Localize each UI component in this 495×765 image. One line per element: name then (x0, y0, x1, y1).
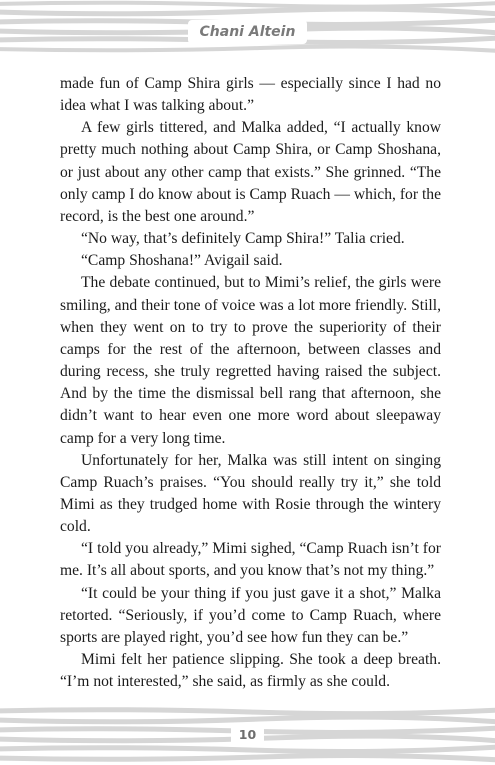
paragraph: The debate continued, but to Mimi’s relief, the girls were smiling, and their tone of voice was a lot more friendly. Still, when they went on to try to prove the superiority of their camps for the rest of the afternoon, between classes and during recess, she truly regretted having raised the subject. And by the time the dismissal bell rang that afternoon, she didn’t want to hear even one more word about sleepaway camp for a very long time. (60, 274, 441, 447)
paragraph: A few girls tittered, and Malka added, “I actually know pretty much nothing about Camp Shira, or Camp Shoshana, or just about any other camp that exists.” She grinned. “The only camp I do know about is Camp Ruach — which, for the record, is the best one around.” (60, 119, 441, 225)
paragraph: “No way, that’s definitely Camp Shira!” Talia cried. (81, 230, 405, 248)
running-header (0, 19, 495, 45)
page-number: 10 (231, 725, 264, 745)
body-text (60, 73, 441, 693)
paragraph: made fun of Camp Shira girls — especially since I had no idea what I was talking about.” (60, 75, 441, 115)
paragraph: “I told you already,” Mimi sighed, “Camp Ruach isn’t for me. It’s all about sports, and you know that’s not my thing.” (60, 540, 441, 580)
paragraph: “Camp Shoshana!” Avigail said. (81, 252, 283, 270)
paragraph: Unfortunately for her, Malka was still intent on singing Camp Ruach’s praises. “You should really try it,” she told Mimi as they trudged home with Rosie through the wintery cold. (60, 451, 441, 536)
author-name: Chani Altein (188, 20, 308, 44)
page-footer (0, 724, 495, 746)
paragraph: Mimi felt her patience slipping. She took a deep breath. “I’m not interested,” she said, as firmly as she could. (60, 651, 441, 691)
paragraph: “It could be your thing if you just gave it a shot,” Malka retorted. “Seriously, if you’d come to Camp Ruach, where sports are played right, you’d see how fun they can be.” (60, 584, 441, 646)
